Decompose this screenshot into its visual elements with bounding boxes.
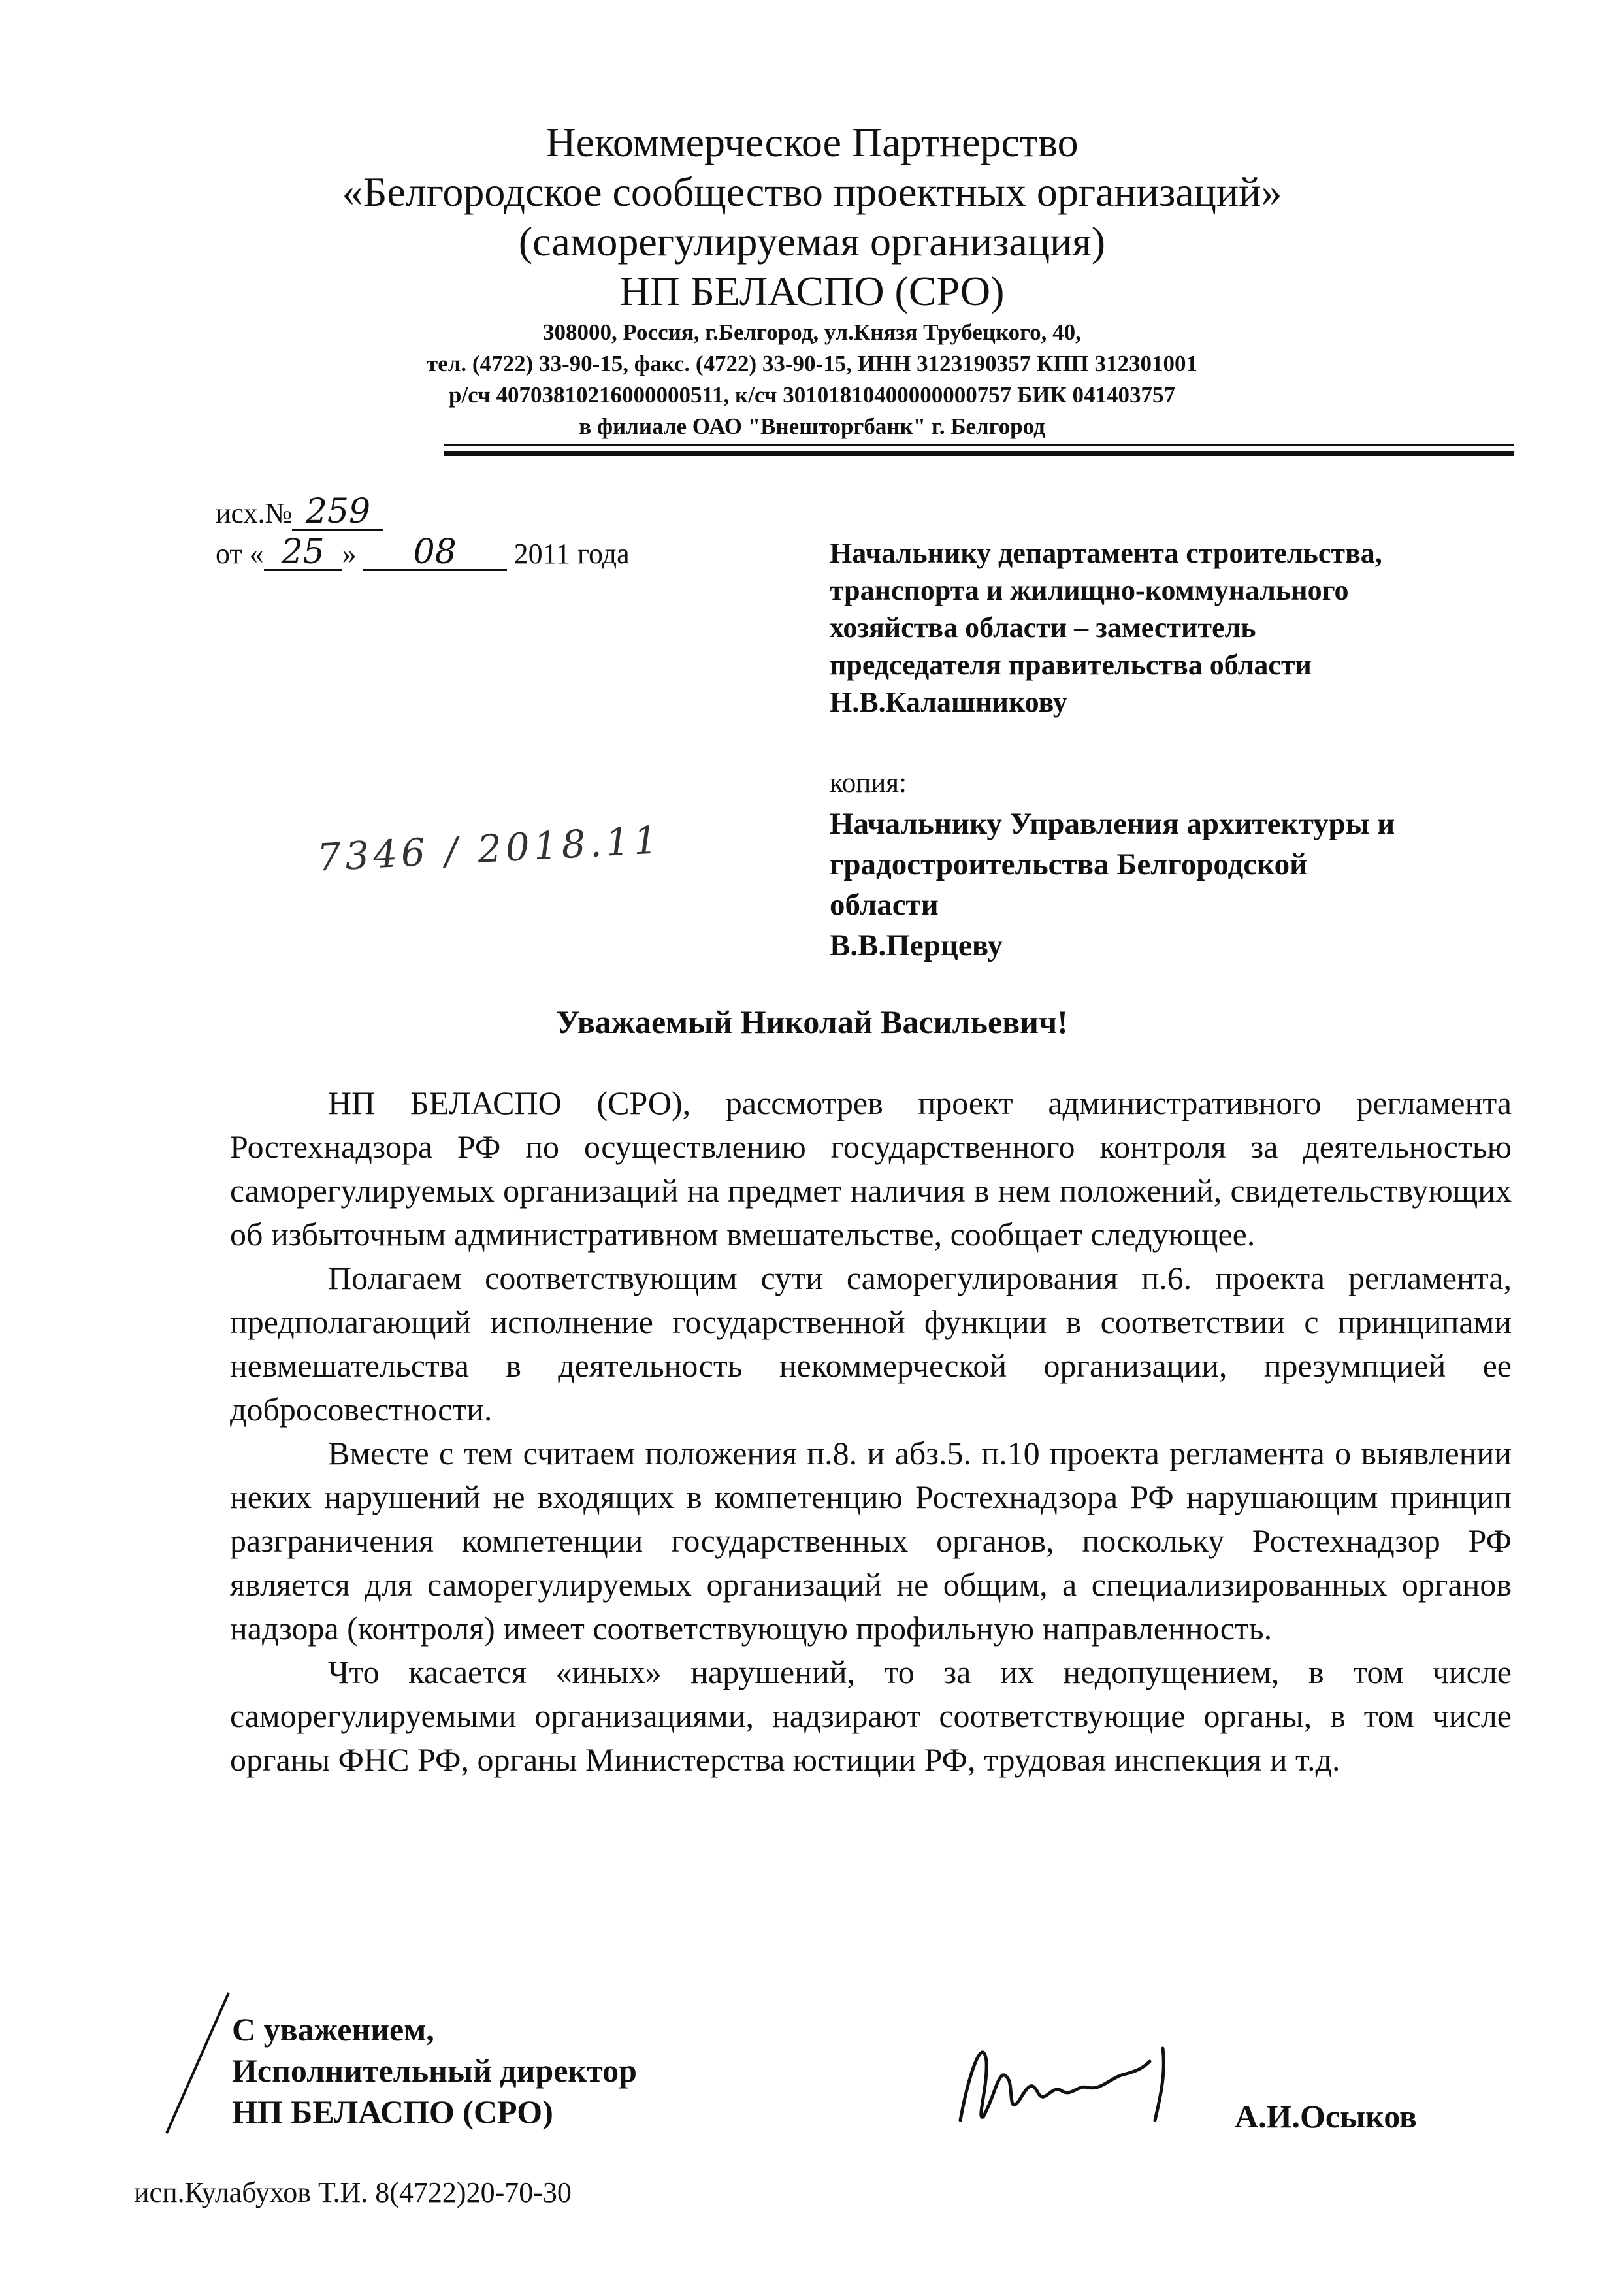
org-short-name: НП БЕЛАСПО (СРО) [619, 268, 1005, 314]
signer-name: А.И.Осыков [1235, 2098, 1418, 2135]
letter-body [230, 1081, 1512, 1782]
header-divider-thin [444, 444, 1514, 446]
handwritten-number: 259 [292, 495, 383, 531]
executor-note: исп.Кулабухов Т.И. 8(4722)20-70-30 [134, 2176, 572, 2208]
closing-regards: С уважением, [232, 2011, 434, 2048]
addressee [830, 534, 1548, 721]
outgoing-number [216, 493, 630, 534]
organization-header [0, 118, 1624, 316]
org-phone-tax: тел. (4722) 33-90-15, факс. (4722) 33-90-15, ИНН 3123190357 КПП 312301001 [427, 351, 1197, 376]
header-divider-thick [444, 451, 1514, 456]
addressee-line: хозяйства области – заместитель [830, 612, 1256, 644]
copy-recipient [830, 763, 1548, 966]
copy-line: области [830, 888, 939, 922]
body-paragraph: Что касается «иных» нарушений, то за их недопущением, в том числе саморегулируемыми организациями, надзирают соответствующие органы, в том числе органы ФНС РФ, органы Министерства юстиции РФ, трудовая инспекция и т.д. [230, 1654, 1512, 1778]
signer-position: Исполнительный директор [232, 2052, 637, 2089]
salutation: Уважаемый Николай Васильевич! [556, 1004, 1068, 1040]
outgoing-date [216, 534, 630, 574]
date-prefix: от « [216, 538, 264, 570]
copy-recipient-name: В.В.Перцеву [830, 928, 1003, 962]
handwritten-day: 25 [264, 535, 342, 571]
body-paragraph: НП БЕЛАСПО (СРО), рассмотрев проект административного регламента Ростехнадзора РФ по осуществлению государственного контроля за деятельностью саморегулируемых организаций на предмет наличия в нем положений, свидетельствующих об избыточным административном вмешательстве, сообщает следующее. [230, 1085, 1512, 1253]
copy-line: Начальнику Управления архитектуры и [830, 807, 1395, 841]
addressee-name: Н.В.Калашникову [830, 686, 1067, 718]
org-bank-accounts: р/сч 40703810216000000511, к/сч 30101810400000000757 БИК 041403757 [448, 382, 1176, 408]
org-full-name: «Белгородское сообщество проектных организаций» [342, 169, 1282, 215]
org-bank-branch: в филиале ОАО "Внешторгбанк" г. Белгород [579, 414, 1045, 439]
date-mid: » [342, 538, 357, 570]
handwritten-month: 08 [363, 535, 507, 571]
addressee-line: транспорта и жилищно-коммунального [830, 574, 1349, 606]
addressee-line: Начальнику департамента строительства, [830, 537, 1382, 569]
closing-block [232, 2009, 637, 2133]
contact-details [0, 317, 1624, 442]
addressee-line: председателя правительства области [830, 649, 1312, 681]
copy-label: копия: [830, 768, 907, 798]
signer-organization: НП БЕЛАСПО (СРО) [232, 2093, 553, 2130]
body-paragraph: Вместе с тем считаем положения п.8. и абз.5. п.10 проекта регламента о выявлении неких нарушений не входящих в компетенцию Ростехнадзора РФ нарушающим принцип разграничения компетенции государственных органов, поскольку Ростехнадзор РФ является для саморегулируемых организаций не общим, а специализированных органов надзора (контроля) имеет соответствующую профильную направленность. [230, 1435, 1512, 1647]
number-prefix: исх.№ [216, 497, 293, 529]
org-type: Некоммерческое Партнерство [545, 119, 1079, 165]
handwritten-signature [947, 2022, 1222, 2140]
date-year: 2011 года [513, 538, 630, 570]
body-paragraph: Полагаем соответствующим сути саморегулирования п.6. проекта регламента, предполагающий исполнение государственной функции в соответствии с принципами невмешательства в деятельность некоммерческой организации, презумпцией ее добросовестности. [230, 1260, 1512, 1428]
registration-stamp: 7346 / 2018.11 [316, 817, 663, 880]
org-status: (саморегулируемая организация) [518, 218, 1106, 265]
org-address: 308000, Россия, г.Белгород, ул.Князя Трубецкого, 40, [543, 320, 1081, 345]
outgoing-reference [216, 493, 630, 574]
copy-line: градостроительства Белгородской [830, 847, 1308, 881]
